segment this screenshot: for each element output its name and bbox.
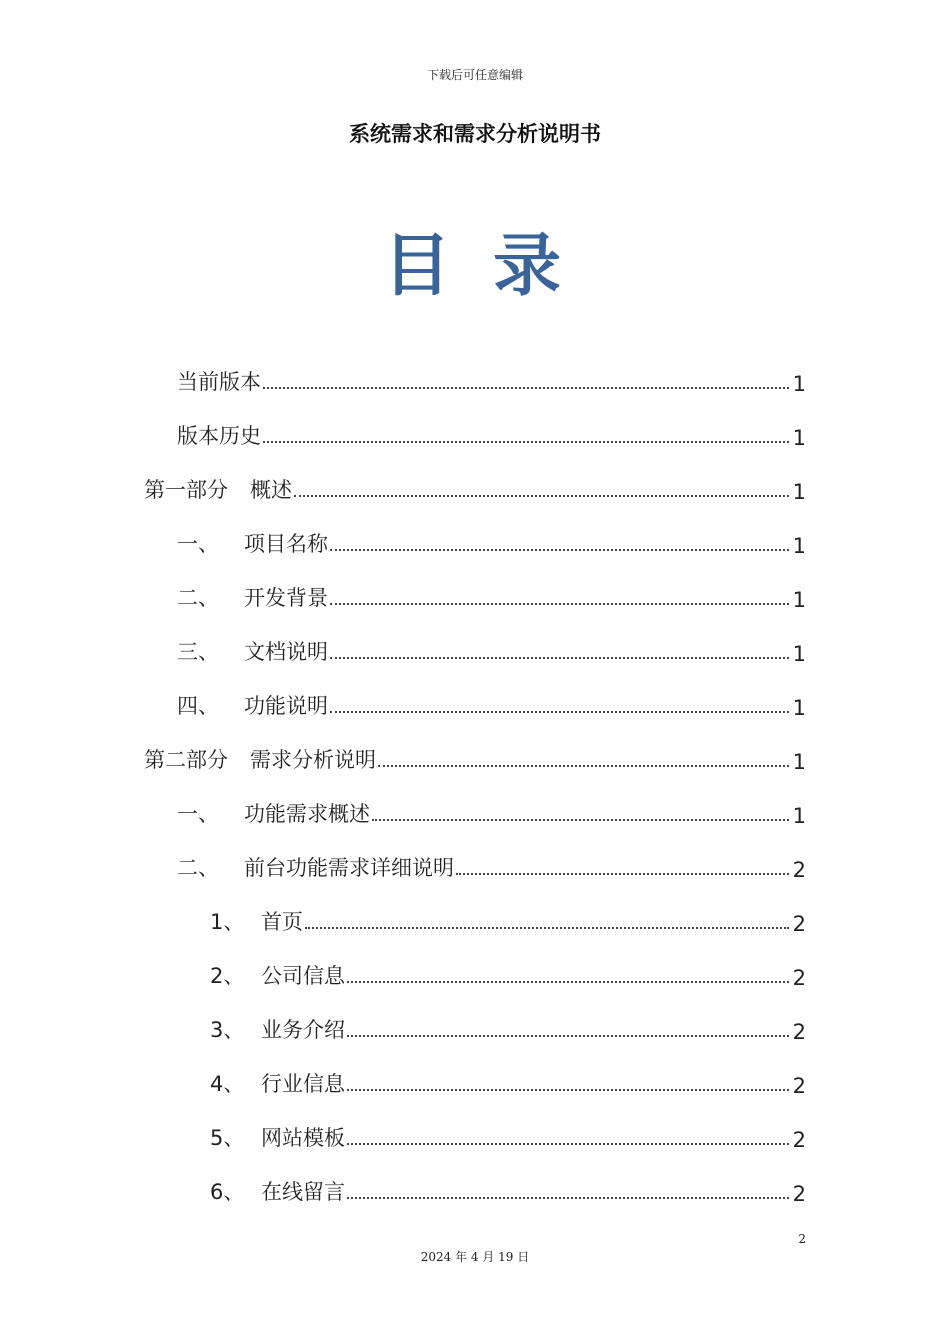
toc-entry[interactable] (144, 470, 806, 504)
toc-entry[interactable] (210, 1172, 806, 1206)
toc-entry[interactable] (177, 578, 806, 612)
toc-entry-label: 行业信息 (261, 1072, 345, 1096)
toc-dot-leader (294, 494, 789, 497)
toc-dot-leader (347, 1196, 789, 1199)
toc-entry[interactable] (177, 848, 806, 882)
toc-dot-leader (330, 602, 789, 605)
toc-dot-leader (305, 926, 789, 929)
toc-dot-leader (456, 872, 789, 875)
toc-entry-number: 2、 (210, 964, 245, 988)
toc-entry[interactable] (144, 740, 806, 774)
toc-entry[interactable] (210, 902, 806, 936)
toc-entry-page: 2 (792, 858, 806, 882)
toc-entry-page: 1 (792, 804, 806, 828)
toc-dot-leader (263, 440, 789, 443)
toc-entry-page: 2 (792, 1128, 806, 1152)
toc-dot-leader (347, 1142, 789, 1145)
toc-entry-page: 1 (792, 426, 806, 450)
toc-entry[interactable] (177, 416, 806, 450)
header-note: 下载后可任意编辑 (426, 68, 523, 82)
toc-entry-page: 1 (792, 588, 806, 612)
toc-dot-leader (330, 656, 789, 659)
toc-dot-leader (263, 386, 789, 389)
toc-dot-leader (347, 1034, 789, 1037)
toc-entry-page: 1 (792, 372, 806, 396)
toc-entry[interactable] (210, 1064, 806, 1098)
toc-entry-page: 1 (792, 696, 806, 720)
footer-date: 2024 年 4 月 19 日 (420, 1250, 530, 1264)
toc-entry-number: 二、 (177, 856, 219, 880)
toc-entry-number: 3、 (210, 1018, 245, 1042)
toc-entry-label: 前台功能需求详细说明 (244, 856, 454, 880)
toc-dot-leader (347, 1088, 789, 1091)
toc-entry-label: 需求分析说明 (250, 748, 376, 772)
toc-entry[interactable] (177, 794, 806, 828)
toc-entry-label: 功能说明 (244, 694, 328, 718)
toc-entry-number: 第二部分 (144, 748, 228, 772)
toc-heading-char-2: 录 (493, 227, 568, 306)
toc-entry-label: 项目名称 (244, 532, 328, 556)
toc-entry[interactable] (177, 632, 806, 666)
document-title: 系统需求和需求分析说明书 (349, 122, 601, 146)
toc-entry[interactable] (177, 524, 806, 558)
toc-entry-label: 文档说明 (244, 640, 328, 664)
toc-entry-number: 一、 (177, 532, 219, 556)
page-number: 2 (798, 1232, 806, 1246)
toc-entry-number: 第一部分 (144, 478, 228, 502)
toc-entry-page: 2 (792, 1182, 806, 1206)
toc-dot-leader (372, 818, 789, 821)
toc-entry-label: 网站模板 (261, 1126, 345, 1150)
toc-entry-label: 概述 (250, 478, 292, 502)
toc-entry-label: 首页 (261, 910, 303, 934)
toc-entry[interactable] (210, 1010, 806, 1044)
toc-entry[interactable] (177, 362, 806, 396)
toc-entry-label: 版本历史 (177, 424, 261, 448)
toc-heading-char-1: 目 (382, 227, 457, 306)
toc-entry-number: 4、 (210, 1072, 245, 1096)
toc-entry-page: 1 (792, 534, 806, 558)
toc-entry-label: 公司信息 (261, 964, 345, 988)
toc-dot-leader (378, 764, 789, 767)
toc-entry-number: 二、 (177, 586, 219, 610)
toc-entry-label: 在线留言 (261, 1180, 345, 1204)
toc-entry-page: 1 (792, 480, 806, 504)
toc-heading (0, 212, 950, 309)
toc-entry-number: 四、 (177, 694, 219, 718)
toc-dot-leader (347, 980, 789, 983)
toc-dot-leader (330, 710, 789, 713)
toc-entry-page: 2 (792, 966, 806, 990)
toc-entry-page: 1 (792, 750, 806, 774)
toc-dot-leader (330, 548, 789, 551)
toc-entry-number: 5、 (210, 1126, 245, 1150)
toc-entry-label: 开发背景 (244, 586, 328, 610)
toc-entry-number: 三、 (177, 640, 219, 664)
toc-entry-page: 1 (792, 642, 806, 666)
toc-entry-page: 2 (792, 1020, 806, 1044)
toc-entry[interactable] (210, 1118, 806, 1152)
toc-entry-label: 业务介绍 (261, 1018, 345, 1042)
toc-entry[interactable] (177, 686, 806, 720)
toc-entry-page: 2 (792, 912, 806, 936)
toc-entry-label: 当前版本 (177, 370, 261, 394)
toc-entry[interactable] (210, 956, 806, 990)
toc-entry-number: 1、 (210, 910, 245, 934)
toc-entry-number: 6、 (210, 1180, 245, 1204)
toc-entry-page: 2 (792, 1074, 806, 1098)
toc-entry-label: 功能需求概述 (244, 802, 370, 826)
toc-entry-number: 一、 (177, 802, 219, 826)
